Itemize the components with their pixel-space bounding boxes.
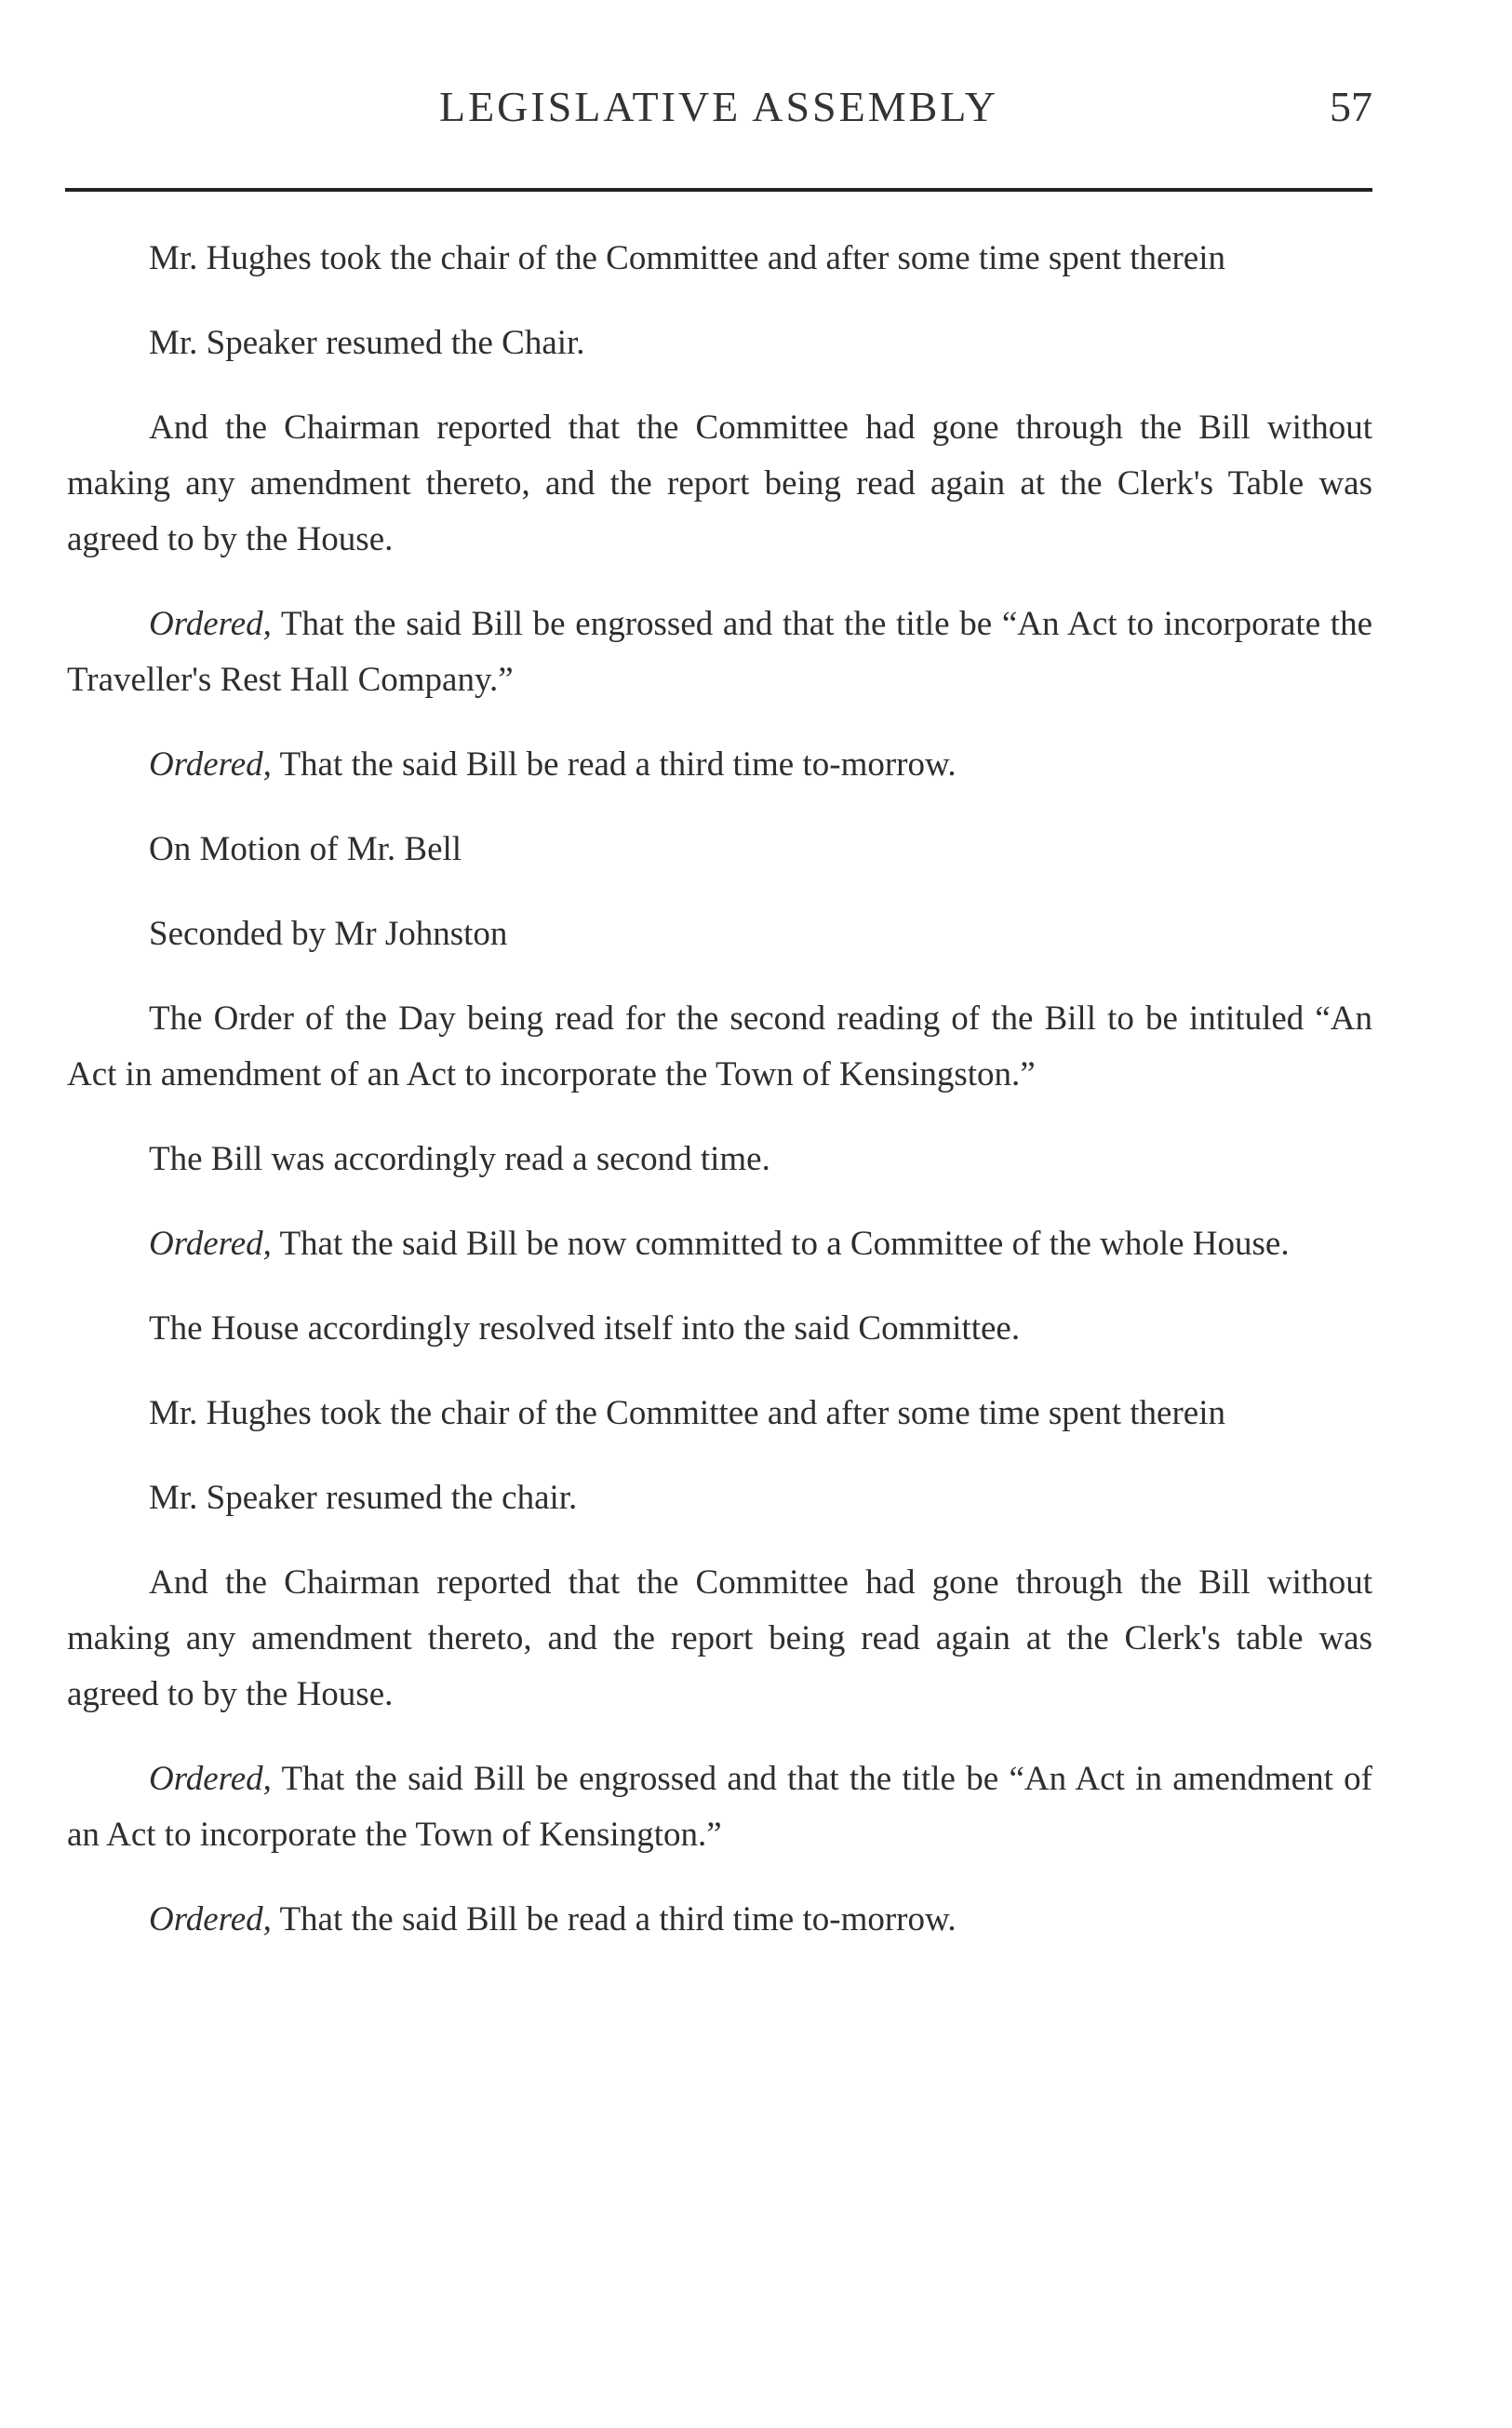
paragraph	[67, 1751, 1372, 1863]
ordered-lead: Ordered,	[149, 745, 272, 784]
paragraph	[67, 400, 1372, 568]
ordered-lead: Ordered,	[149, 605, 272, 643]
paragraph-text: That the said Bill be now committed to a Committee of the whole House.	[271, 1225, 1290, 1263]
paragraph	[67, 1301, 1372, 1357]
paragraph-text: That the said Bill be engrossed and that the title be “An Act to incorporate the Traveller's Rest Hall Company.”	[67, 605, 1372, 699]
paragraph-text: That the said Bill be read a third time to-morrow.	[271, 745, 957, 784]
paragraph-text: On Motion of Mr. Bell	[149, 830, 462, 868]
ordered-lead: Ordered,	[149, 1900, 272, 1938]
paragraph-text: That the said Bill be engrossed and that the title be “An Act in amendment of an Act to incorporate the Town of Kensington.”	[67, 1760, 1372, 1854]
page-header	[65, 74, 1372, 140]
ordered-lead: Ordered,	[149, 1760, 272, 1798]
paragraph	[67, 1216, 1372, 1272]
paragraph-text: Mr. Speaker resumed the chair.	[149, 1479, 578, 1517]
paragraph-text: That the said Bill be read a third time to-morrow.	[271, 1900, 957, 1938]
paragraph	[67, 737, 1372, 793]
paragraph	[67, 1470, 1372, 1526]
page-number: 57	[1330, 83, 1372, 130]
paragraph-text: Seconded by Mr Johnston	[149, 915, 508, 953]
paragraph-text: And the Chairman reported that the Committee had gone through the Bill without making any amendment thereto, and the report being read again at the Clerk's Table was agreed to by the House.	[67, 409, 1372, 558]
paragraph-text: Mr. Hughes took the chair of the Committee and after some time spent therein	[149, 1394, 1225, 1432]
page-title: LEGISLATIVE ASSEMBLY	[438, 83, 999, 130]
paragraph	[67, 991, 1372, 1103]
paragraph	[67, 1555, 1372, 1723]
paragraph-text: Mr. Hughes took the chair of the Committee and after some time spent therein	[149, 239, 1225, 277]
paragraph	[67, 1132, 1372, 1187]
paragraph	[67, 231, 1372, 287]
paragraph-text: And the Chairman reported that the Committee had gone through the Bill without making any amendment thereto, and the report being read again at the Clerk's table was agreed to by the House.	[67, 1563, 1372, 1713]
paragraph-text: The Bill was accordingly read a second time.	[149, 1140, 770, 1178]
paragraph	[67, 906, 1372, 962]
paragraph-text: The Order of the Day being read for the second reading of the Bill to be intituled “An Act in amendment of an Act to incorporate the Town of Kensingston.”	[67, 999, 1372, 1093]
paragraph	[67, 597, 1372, 708]
paragraph-text: Mr. Speaker resumed the Chair.	[149, 324, 585, 362]
paragraph	[67, 822, 1372, 878]
paragraph	[67, 315, 1372, 371]
paragraph	[67, 1386, 1372, 1442]
document-body	[67, 231, 1372, 1977]
ordered-lead: Ordered,	[149, 1225, 272, 1263]
paragraph-text: The House accordingly resolved itself into the said Committee.	[149, 1309, 1021, 1348]
paragraph	[67, 1892, 1372, 1948]
header-rule	[65, 188, 1372, 192]
